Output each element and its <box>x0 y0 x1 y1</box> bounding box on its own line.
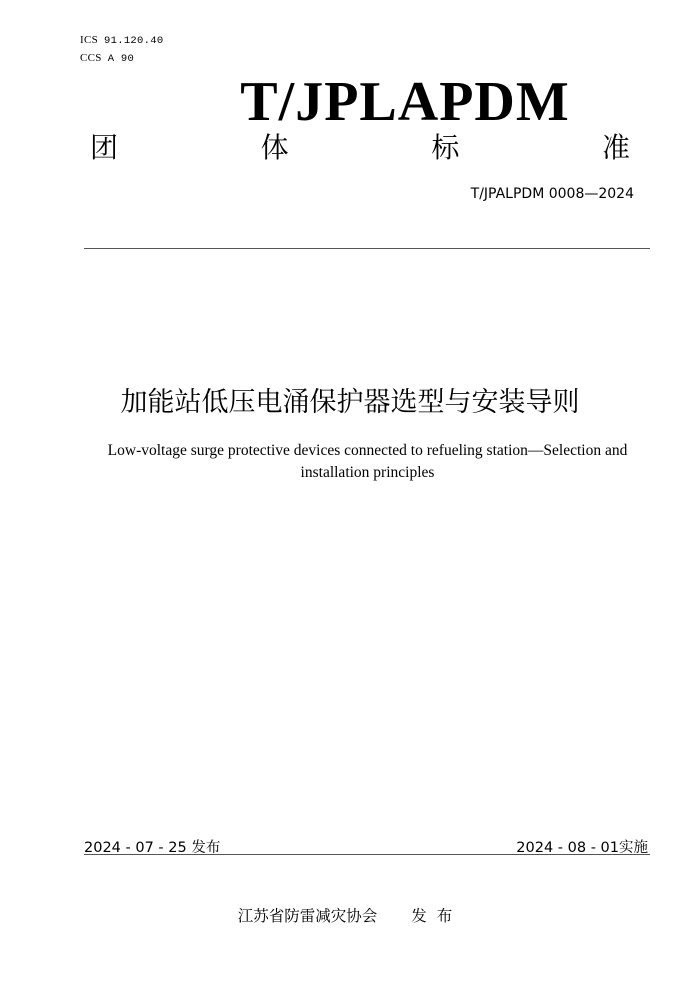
issue-action: 发布 <box>411 907 463 925</box>
publisher-line <box>0 904 700 926</box>
standard-kind-char: 标 <box>431 131 460 164</box>
ccs-code: A 90 <box>107 53 135 65</box>
implementation-date: 2024 - 08 - 01实施 <box>516 840 648 856</box>
title-chinese: 加能站低压电涌保护器选型与安装导则 <box>120 387 580 418</box>
ics-label: ICS <box>80 34 99 46</box>
standard-kind-char: 准 <box>601 131 630 164</box>
publisher-name: 江苏省防雷减灾协会 <box>237 907 378 925</box>
ics-code: 91.120.40 <box>104 35 164 47</box>
ccs-label: CCS <box>80 52 102 64</box>
ics-line <box>80 34 163 47</box>
standard-kind-char: 团 <box>90 131 119 164</box>
standard-kind <box>90 130 630 166</box>
issue-date: 2024 - 07 - 25 发布 <box>84 840 221 856</box>
top-divider <box>84 248 650 249</box>
organization-code: T/JPLAPDM <box>240 71 570 133</box>
ccs-line <box>80 52 134 65</box>
title-english: Low-voltage surge protective devices connected to refueling station—Selection and installation principles <box>107 442 628 481</box>
standard-kind-char: 体 <box>260 131 289 164</box>
bottom-divider <box>84 854 650 855</box>
standard-number: T/JPALPDM 0008—2024 <box>470 186 634 202</box>
